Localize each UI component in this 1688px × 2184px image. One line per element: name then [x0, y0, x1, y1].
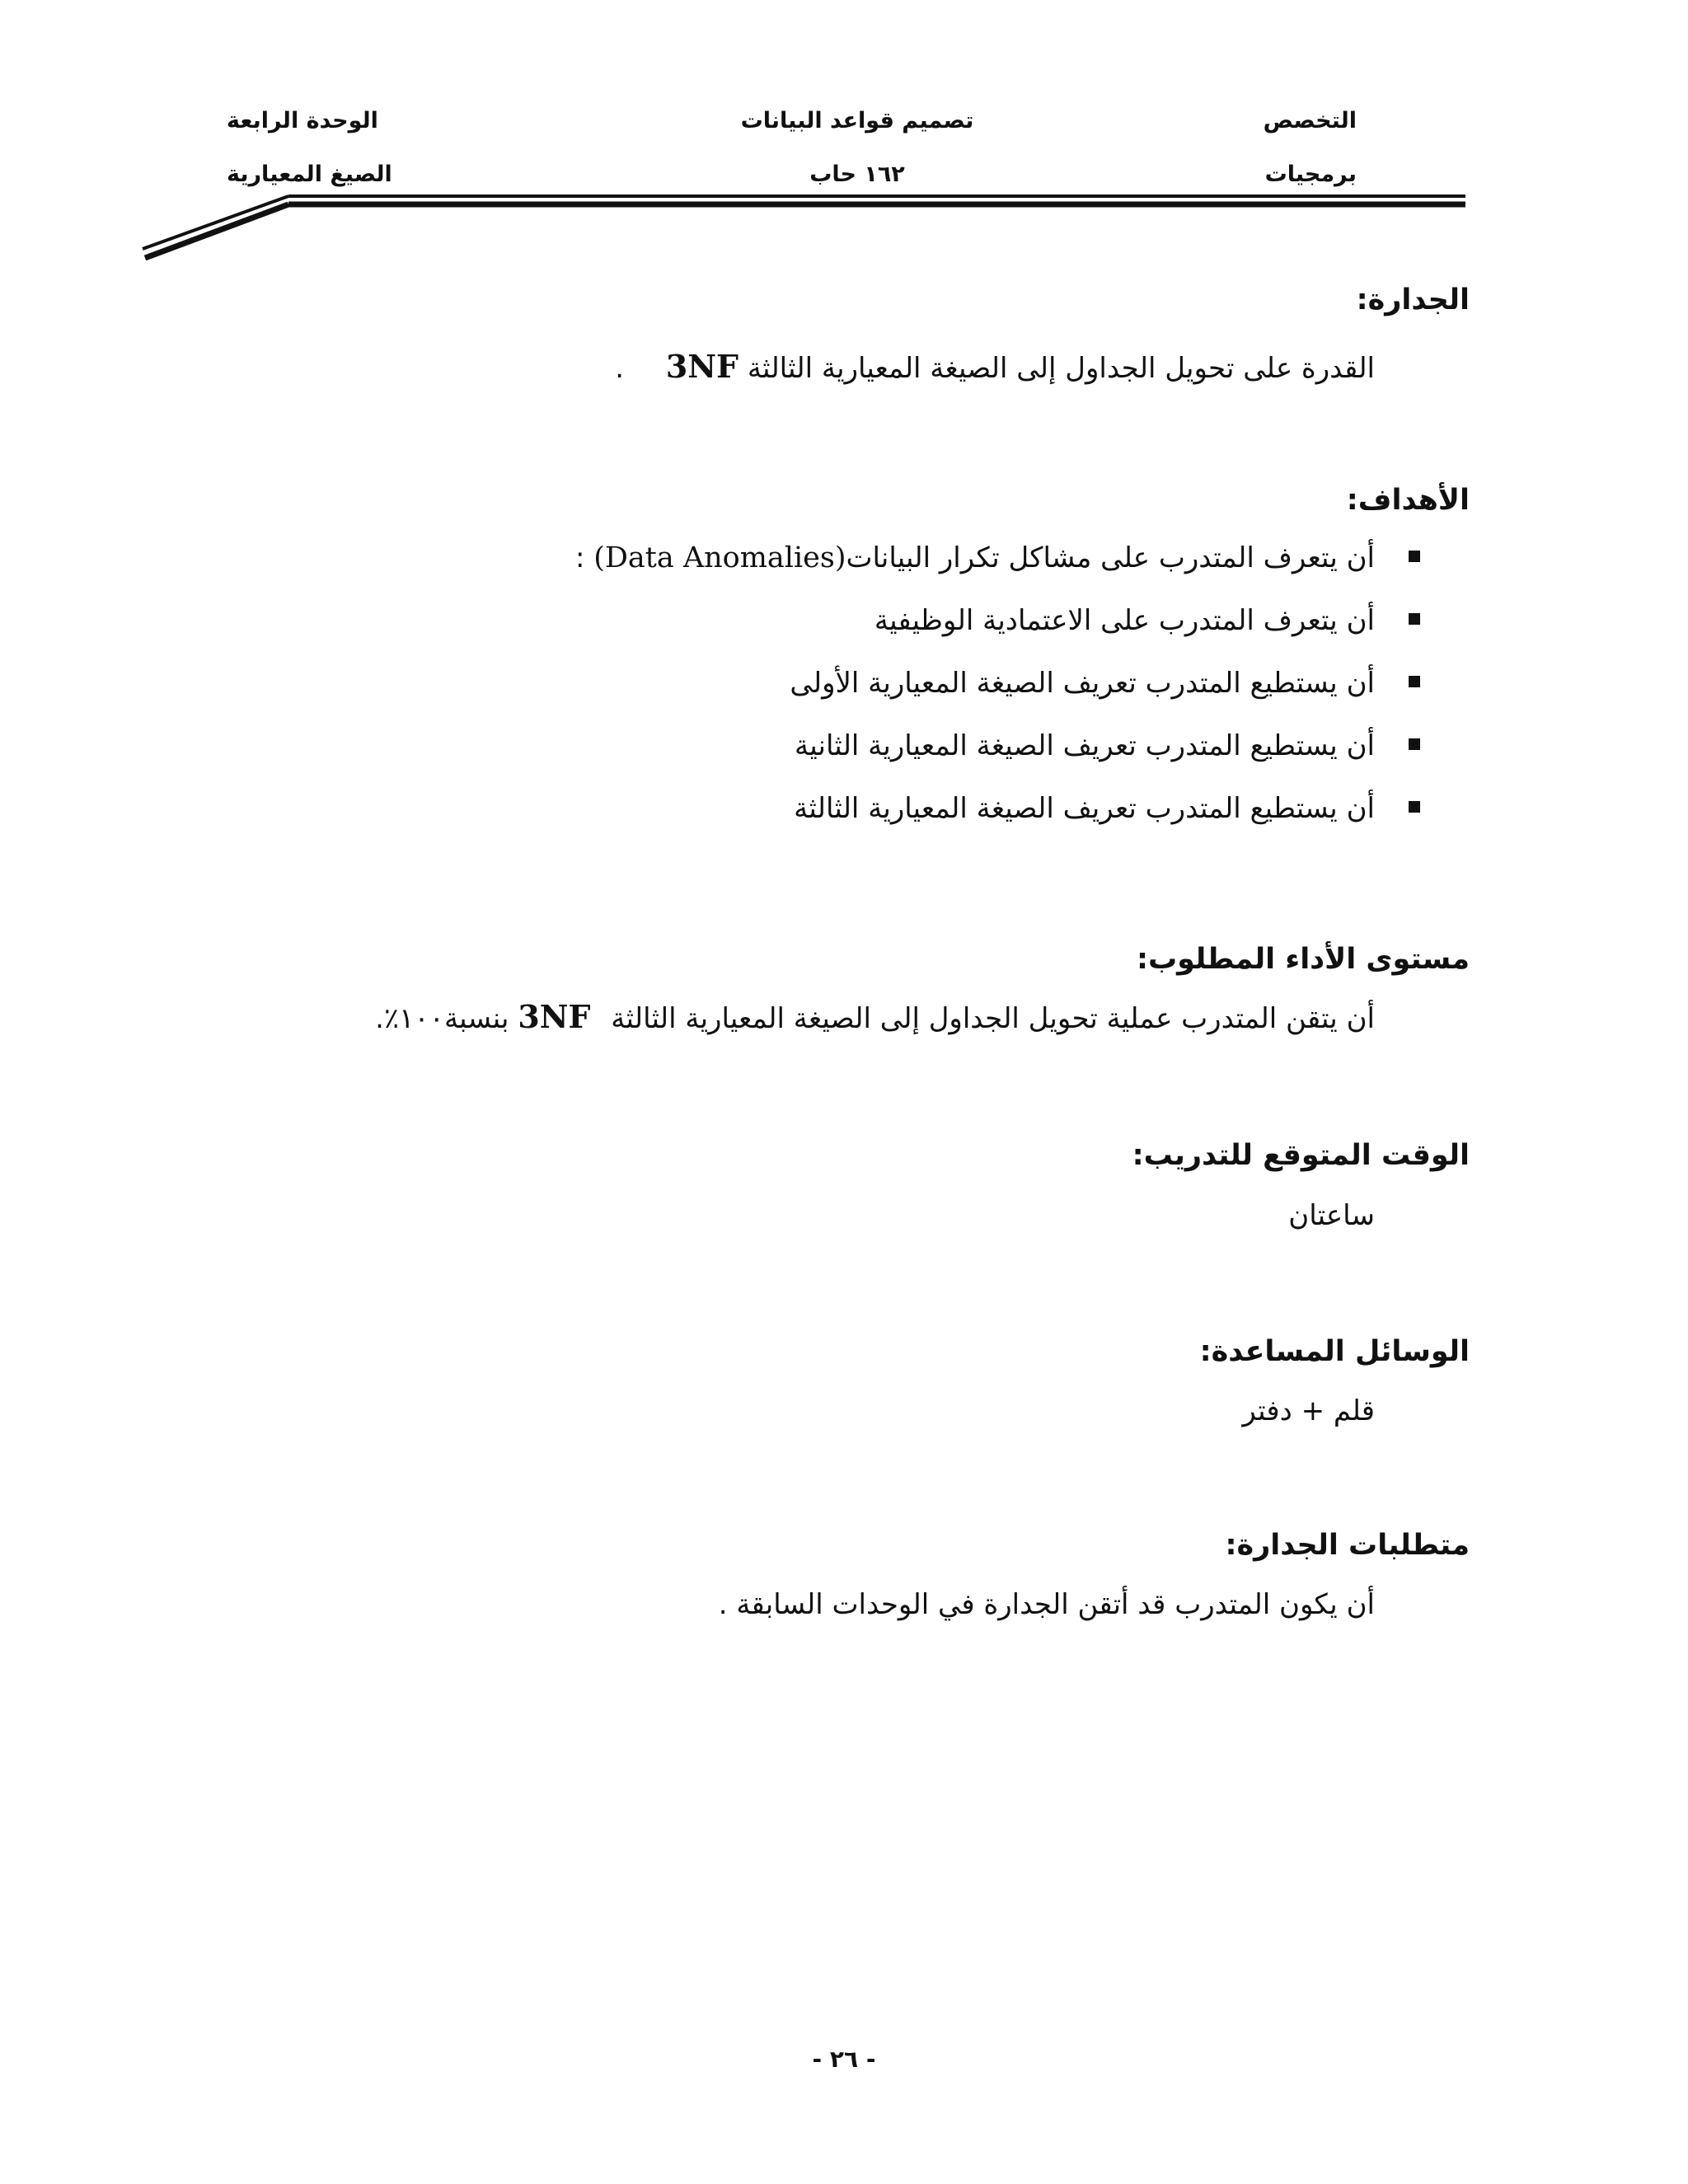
specialty-value: برمجيات — [1264, 162, 1357, 187]
aids-heading: الوسائل المساعدة: — [1199, 1335, 1470, 1368]
competency-text — [615, 348, 1375, 385]
objective-text: أن يتعرف المتدرب على الاعتمادية الوظيفية — [874, 604, 1375, 637]
objective-text: أن يتعرف المتدرب على مشاكل تكرار البيانات — [846, 541, 1375, 574]
unit-label: الوحدة الرابعة — [227, 108, 378, 134]
competency-heading: الجدارة: — [1356, 284, 1470, 316]
objective-text: أن يستطيع المتدرب تعريف الصيغة المعيارية الثالثة — [794, 792, 1375, 825]
prerequisites-heading: متطلبات الجدارة: — [1225, 1529, 1470, 1562]
competency-trail: . — [615, 352, 625, 385]
training-time-value: ساعتان — [1288, 1199, 1375, 1232]
course-code: ١٦٢ حاب — [809, 162, 905, 187]
list-item — [575, 794, 1420, 857]
competency-description: القدرة على تحويل الجداول إلى الصيغة المعيارية الثالثة — [747, 352, 1375, 385]
competency-term: 3NF — [665, 348, 739, 385]
objectives-list — [574, 541, 1420, 857]
performance-heading: مستوى الأداء المطلوب: — [1137, 943, 1470, 976]
objectives-heading: الأهداف: — [1346, 484, 1470, 517]
performance-text — [375, 998, 1375, 1035]
performance-trail: بنسبة١٠٠٪. — [375, 1002, 509, 1035]
square-bullet-icon — [1409, 613, 1420, 625]
square-bullet-icon — [1409, 801, 1420, 813]
list-item — [575, 669, 1420, 732]
aids-value: قلم + دفتر — [1242, 1394, 1375, 1427]
training-time-heading: الوقت المتوقع للتدريب: — [1132, 1139, 1470, 1172]
square-bullet-icon — [1409, 738, 1420, 750]
prerequisites-value: أن يكون المتدرب قد أتقن الجدارة في الوحدات السابقة . — [718, 1588, 1375, 1621]
header-rule — [0, 0, 1688, 280]
square-bullet-icon — [1409, 676, 1420, 687]
unit-title: الصيغ المعيارية — [227, 162, 392, 187]
list-item — [575, 604, 1420, 669]
specialty-label: التخصص — [1263, 108, 1357, 134]
page-number: - ٢٦ - — [812, 2046, 876, 2073]
objective-text: أن يستطيع المتدرب تعريف الصيغة المعيارية الثانية — [795, 729, 1375, 762]
objective-latin-term: (Data Anomalies) — [593, 541, 846, 574]
square-bullet-icon — [1409, 551, 1420, 562]
list-item — [575, 729, 1420, 794]
performance-term: 3NF — [518, 998, 591, 1035]
performance-description: أن يتقن المتدرب عملية تحويل الجداول إلى الصيغة المعيارية الثالثة — [611, 1002, 1375, 1035]
objective-trail: : — [574, 541, 594, 574]
course-title: تصميم قواعد البيانات — [740, 108, 974, 134]
list-item — [574, 541, 1420, 607]
objective-text: أن يستطيع المتدرب تعريف الصيغة المعيارية الأولى — [790, 667, 1375, 700]
